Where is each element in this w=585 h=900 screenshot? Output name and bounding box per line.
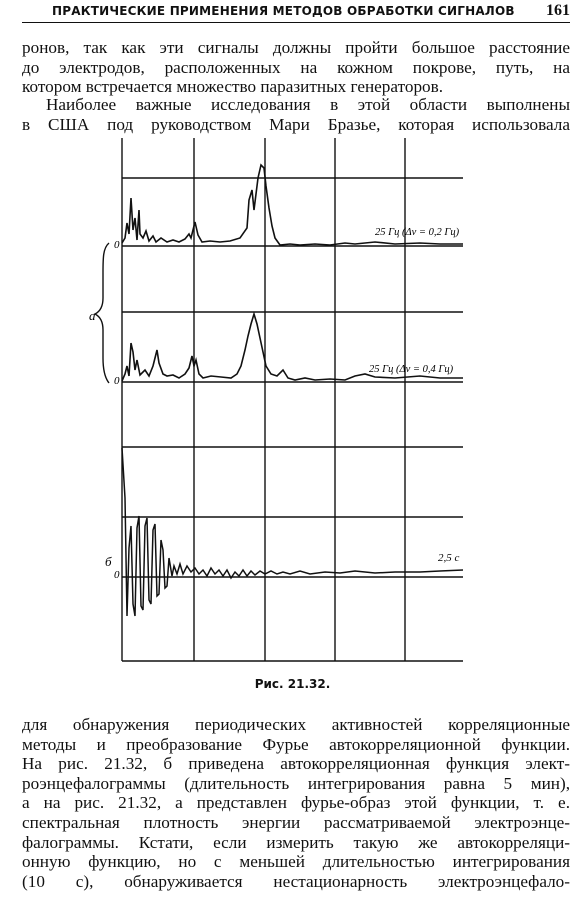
text-line: а на рис. 21.32, а представлен фурье-образ этой функции, т. е. — [22, 793, 570, 813]
text-line: (10 с), обнаруживается нестационарность электроэнцефало- — [22, 871, 570, 891]
zero-label: 0 — [114, 375, 120, 387]
zero-label: 0 — [114, 569, 120, 581]
group-a-label: a — [89, 308, 96, 323]
trace-1-label: 25 Гц (Δν = 0,2 Гц) — [375, 227, 460, 238]
text-line: ронов, так как эти сигналы должны пройти большое расстояние — [22, 38, 570, 57]
running-header-title: ПРАКТИЧЕСКИЕ ПРИМЕНЕНИЯ МЕТОДОВ ОБРАБОТКИ СИГНАЛОВ — [52, 4, 515, 18]
text-line: онную функцию, но с меньшей длительностью интегрирования — [22, 852, 570, 872]
figure-caption: Рис. 21.32. — [254, 677, 331, 691]
text-line: для обнаружения периодических активностей корреляционные — [22, 715, 570, 734]
text-line: до электродов, расположенных на кожном покрове, путь, на — [22, 57, 570, 77]
zero-label: 0 — [114, 239, 120, 251]
group-b-label: б — [105, 554, 112, 569]
group-a-brace — [95, 243, 109, 383]
page-number: 161 — [546, 2, 570, 19]
eeg-plot — [85, 138, 475, 668]
text-line: фалограммы. Кстати, если измерить такую же автокорреляци- — [22, 832, 570, 852]
paragraph-1 — [22, 38, 570, 97]
autocorrelation-trace — [122, 448, 463, 616]
paragraph-2 — [22, 95, 570, 134]
trace-3-label: 2,5 с — [438, 552, 460, 564]
text-line: роэнцефалограммы (длительность интегрирования равна 5 мин), — [22, 773, 570, 793]
text-line: методы и преобразование Фурье автокорреляционной функции. — [22, 734, 570, 754]
running-header — [22, 2, 570, 23]
figure-21-32 — [85, 138, 475, 668]
text-line: котором встречается множество паразитных генераторов. — [22, 77, 444, 97]
text-line: На рис. 21.32, б приведена автокорреляционная функция элект- — [22, 754, 570, 774]
text-line: спектральная плотность энергии рассматриваемой электроэнце- — [22, 812, 570, 832]
paragraph-3 — [22, 715, 570, 891]
trace-2-label: 25 Гц (Δν = 0,4 Гц) — [369, 364, 454, 375]
text-line: Наиболее важные исследования в этой области выполнены — [46, 95, 570, 114]
plot-grid — [122, 138, 463, 661]
text-line: в США под руководством Мари Бразье, которая использовала — [22, 114, 570, 134]
